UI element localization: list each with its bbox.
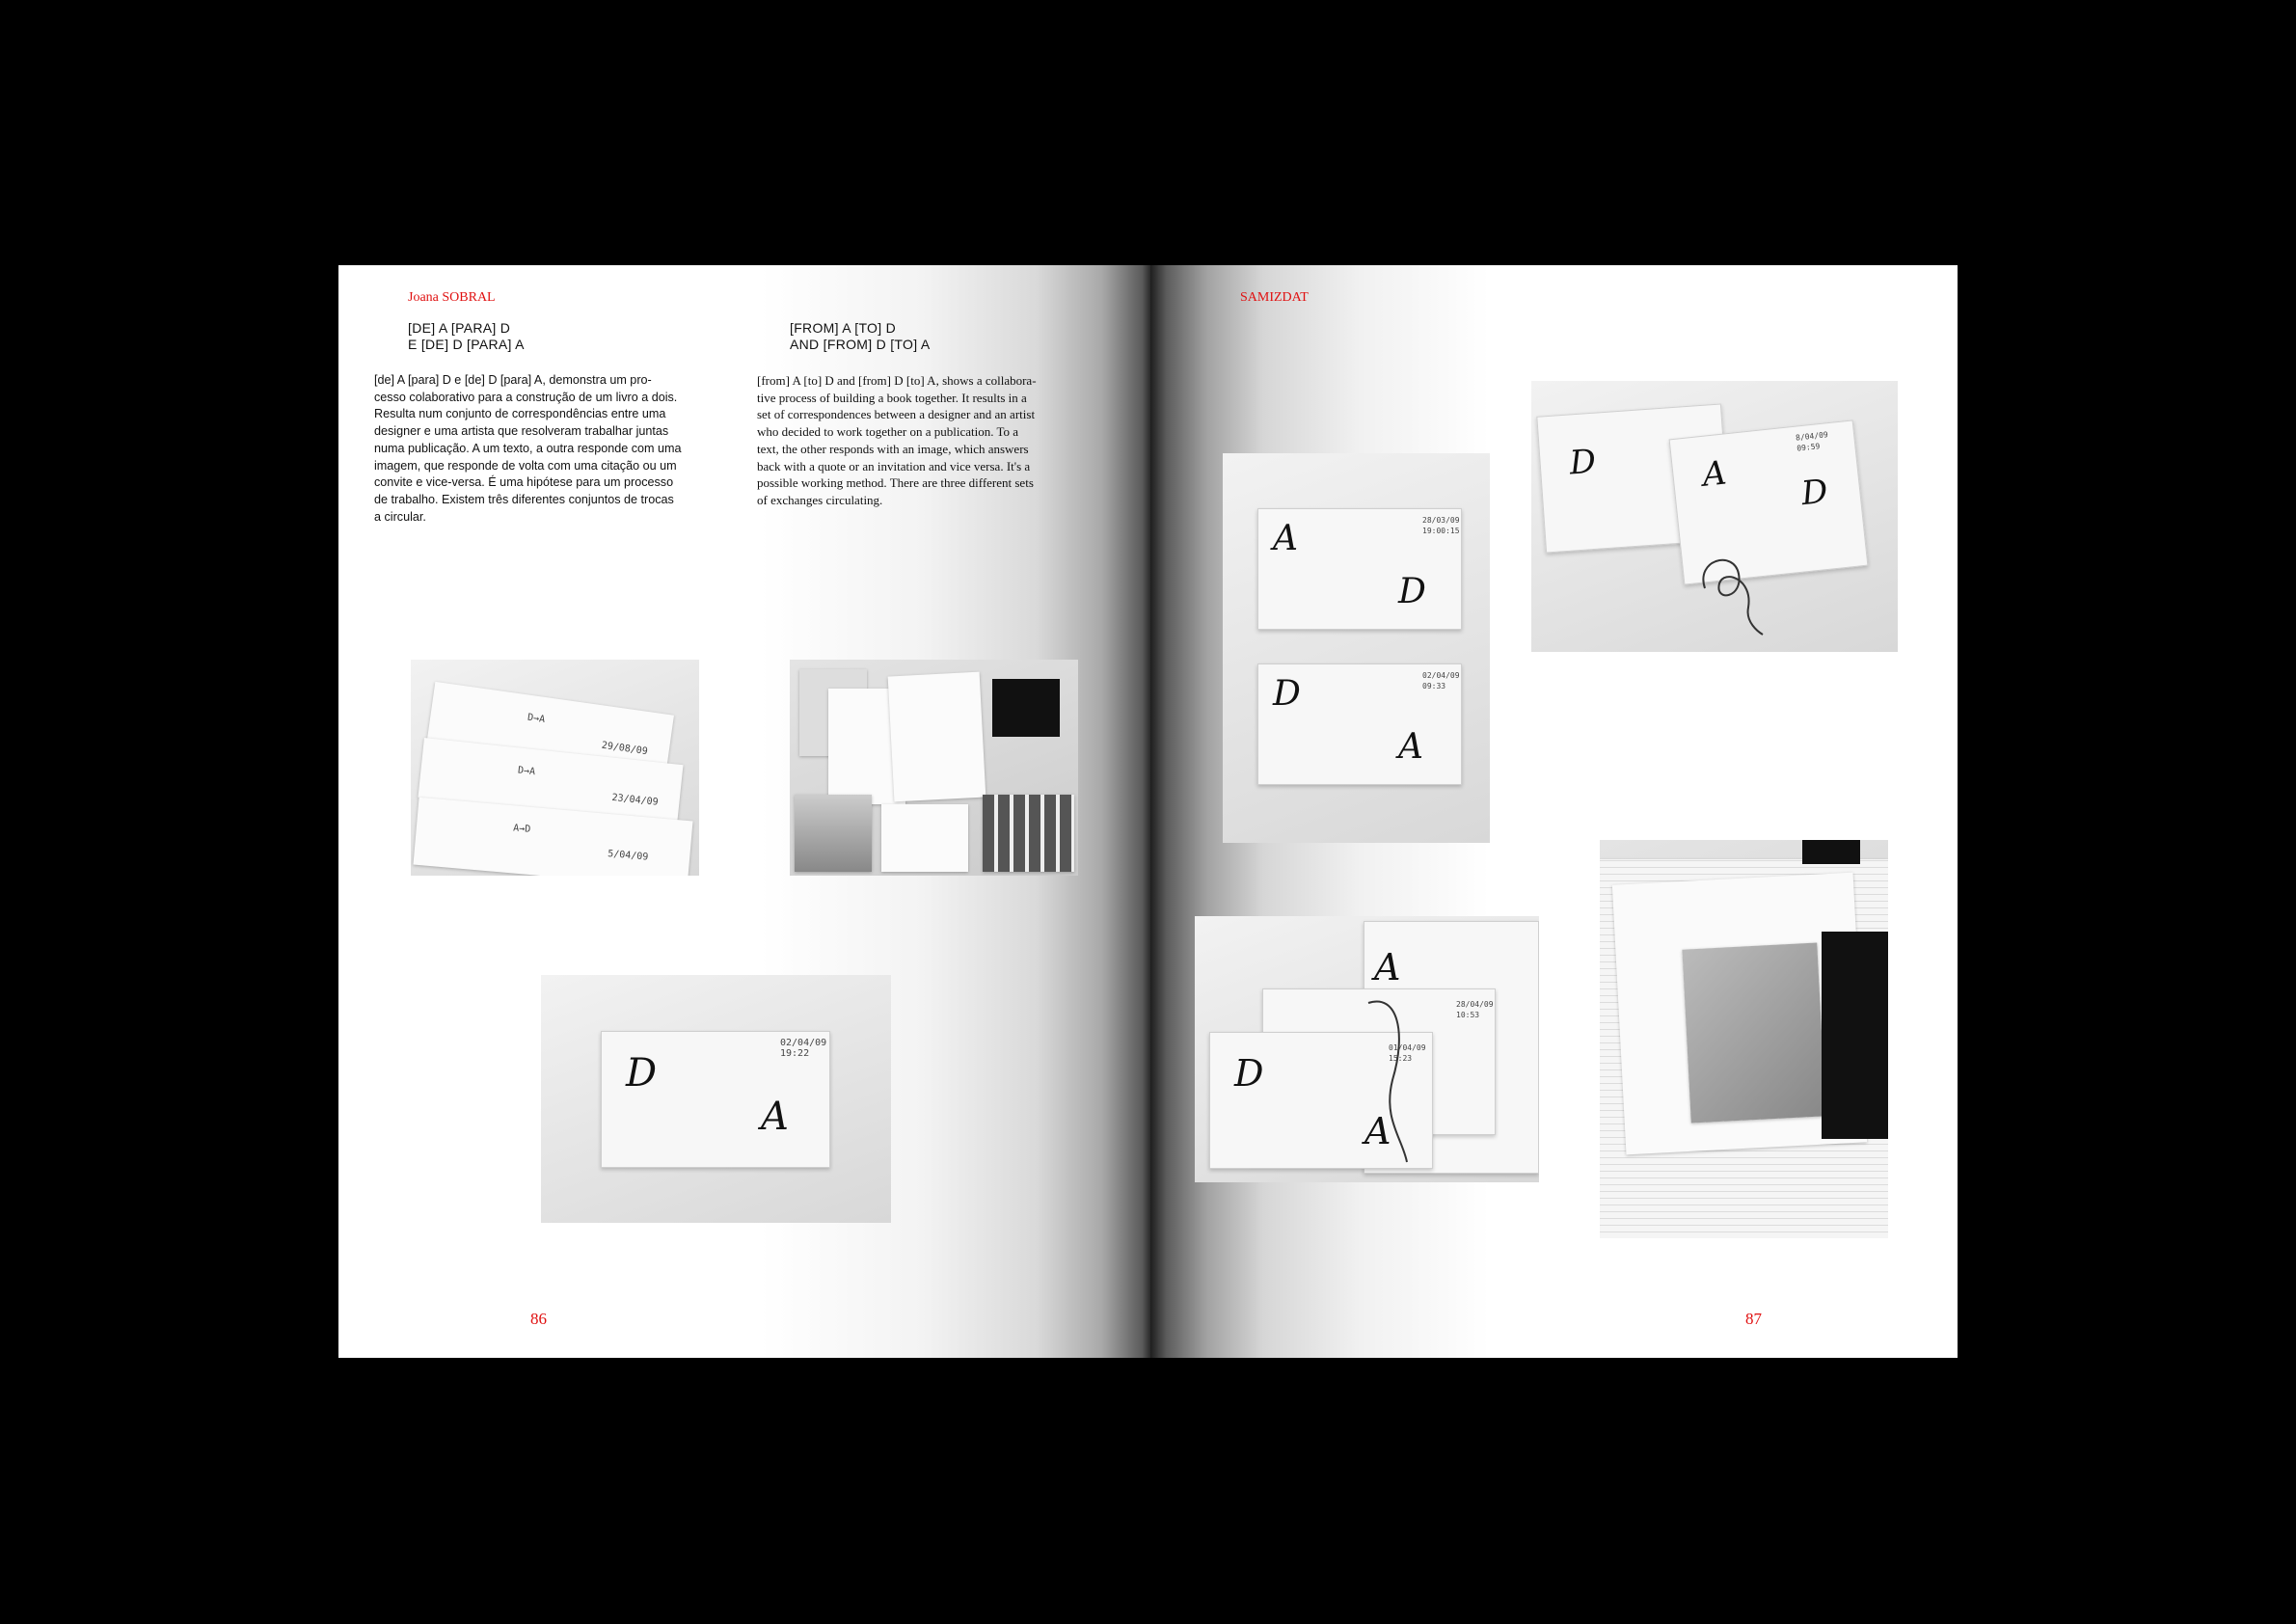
- body-line: Resulta num conjunto de correspondências entre uma: [374, 407, 666, 421]
- body-line: de trabalho. Existem três diferentes conjuntos de trocas: [374, 492, 674, 506]
- letter-glyph: A: [1374, 946, 1401, 988]
- title-line: AND [FROM] D [TO] A: [790, 337, 931, 352]
- date-stamp: [1422, 515, 1460, 536]
- body-line: designer e uma artista que resolveram trabalhar juntas: [374, 424, 669, 439]
- letter-glyph: D: [1273, 674, 1301, 714]
- right-page: [1150, 265, 1958, 1358]
- body-line: tive process of building a book together. It results in a: [757, 390, 1027, 405]
- title-line: E [DE] D [PARA] A: [408, 337, 525, 352]
- sheet-label: D→A: [517, 765, 536, 778]
- letter-glyph: D: [1234, 1052, 1264, 1095]
- string-loop: [1695, 550, 1772, 636]
- scanned-letter: [1682, 942, 1825, 1123]
- stamp-line: 19:22: [780, 1048, 810, 1059]
- body-line: text, the other responds with an image, which answers: [757, 441, 1029, 456]
- body-line: a circular.: [374, 509, 426, 524]
- paper: [881, 804, 968, 872]
- body-line: numa publicação. A um texto, a outra responde com uma: [374, 441, 682, 455]
- photo-envelopes-string: [1531, 381, 1898, 652]
- dark-corner: [1802, 840, 1860, 864]
- title-line: [DE] A [PARA] D: [408, 320, 511, 336]
- letter-glyph: A: [1364, 1110, 1391, 1152]
- dark-panel: [1822, 932, 1888, 1139]
- stamp-line: 10:53: [1456, 1011, 1480, 1019]
- photo-stacked-letters: [411, 660, 699, 876]
- body-line: [from] A [to] D and [from] D [to] A, shows a collabora-: [757, 373, 1037, 388]
- stamp-line: 19:00:15: [1422, 527, 1460, 535]
- letter-glyph: A: [1273, 519, 1298, 558]
- letter-glyph: A: [1398, 727, 1423, 767]
- body-line: back with a quote or an invitation and vice versa. It's a: [757, 458, 1031, 474]
- body-line: convite e vice-versa. É uma hipótese para um processo: [374, 475, 674, 490]
- envelope: [601, 1031, 830, 1168]
- handwritten-letter: [888, 672, 986, 802]
- running-head: Joana SOBRAL: [408, 290, 496, 305]
- page-number: 86: [530, 1310, 547, 1328]
- sheet-date: 23/04/09: [610, 792, 660, 808]
- stamp-line: 09:33: [1422, 682, 1446, 690]
- date-stamp: [1422, 670, 1460, 691]
- title-portuguese: [408, 320, 525, 353]
- letter-glyph: D: [626, 1051, 658, 1096]
- body-line: possible working method. There are three different sets: [757, 475, 1034, 491]
- body-line: imagem, que responde de volta com uma citação ou um: [374, 458, 677, 473]
- envelope: [1257, 663, 1462, 785]
- photo-envelope-da: [541, 975, 891, 1223]
- title-line: [FROM] A [TO] D: [790, 320, 897, 336]
- sheet-date: 5/04/09: [607, 849, 649, 863]
- date-stamp: [1796, 429, 1830, 453]
- landscape-photo: [795, 795, 872, 872]
- sheet-label: D→A: [527, 712, 546, 726]
- body-text-english: [757, 372, 1085, 509]
- date-stamp: [780, 1038, 826, 1059]
- stamp-line: 02/04/09: [1422, 671, 1460, 680]
- stamp-line: 02/04/09: [780, 1038, 827, 1048]
- photo-two-envelopes: [1223, 453, 1490, 843]
- left-page: [338, 265, 1150, 1358]
- stamp-line: 09:59: [1796, 442, 1821, 453]
- stamp-line: 28/04/09: [1456, 1000, 1494, 1009]
- letter-glyph: A: [1700, 453, 1729, 495]
- body-line: [de] A [para] D e [de] D [para] A, demonstra um pro-: [374, 373, 652, 387]
- letter-glyph: A: [761, 1095, 789, 1139]
- title-english: [790, 320, 930, 353]
- stamp-line: 15:23: [1389, 1054, 1413, 1063]
- letter-glyph: D: [1799, 472, 1830, 514]
- photo-collage-papers: [790, 660, 1078, 876]
- photo-crumpled-papers: [1600, 840, 1888, 1238]
- body-line: cesso colaborativo para a construção de um livro a dois.: [374, 390, 678, 404]
- body-line: who decided to work together on a publication. To a: [757, 424, 1019, 440]
- body-line: set of correspondences between a designer and an artist: [757, 407, 1036, 422]
- letter-glyph: D: [1398, 572, 1426, 611]
- page-number: 87: [1745, 1310, 1762, 1328]
- body-line: of exchanges circulating.: [757, 492, 883, 507]
- photo-three-envelopes: [1195, 916, 1539, 1182]
- string-loop: [1349, 993, 1426, 1167]
- sheet-date: 29/08/09: [601, 740, 649, 758]
- space-photo: [992, 679, 1060, 737]
- letter-glyph: D: [1568, 442, 1598, 483]
- stamp-line: 8/04/09: [1795, 430, 1829, 443]
- date-stamp: [1456, 999, 1494, 1020]
- envelope: [1257, 508, 1462, 630]
- stamp-line: 28/03/09: [1422, 516, 1460, 525]
- contact-sheet: [983, 795, 1074, 872]
- sheet-label: A→D: [512, 823, 531, 835]
- stamp-line: 01/04/09: [1389, 1043, 1426, 1052]
- body-text-portuguese: [374, 372, 702, 526]
- running-head: SAMIZDAT: [1240, 290, 1309, 305]
